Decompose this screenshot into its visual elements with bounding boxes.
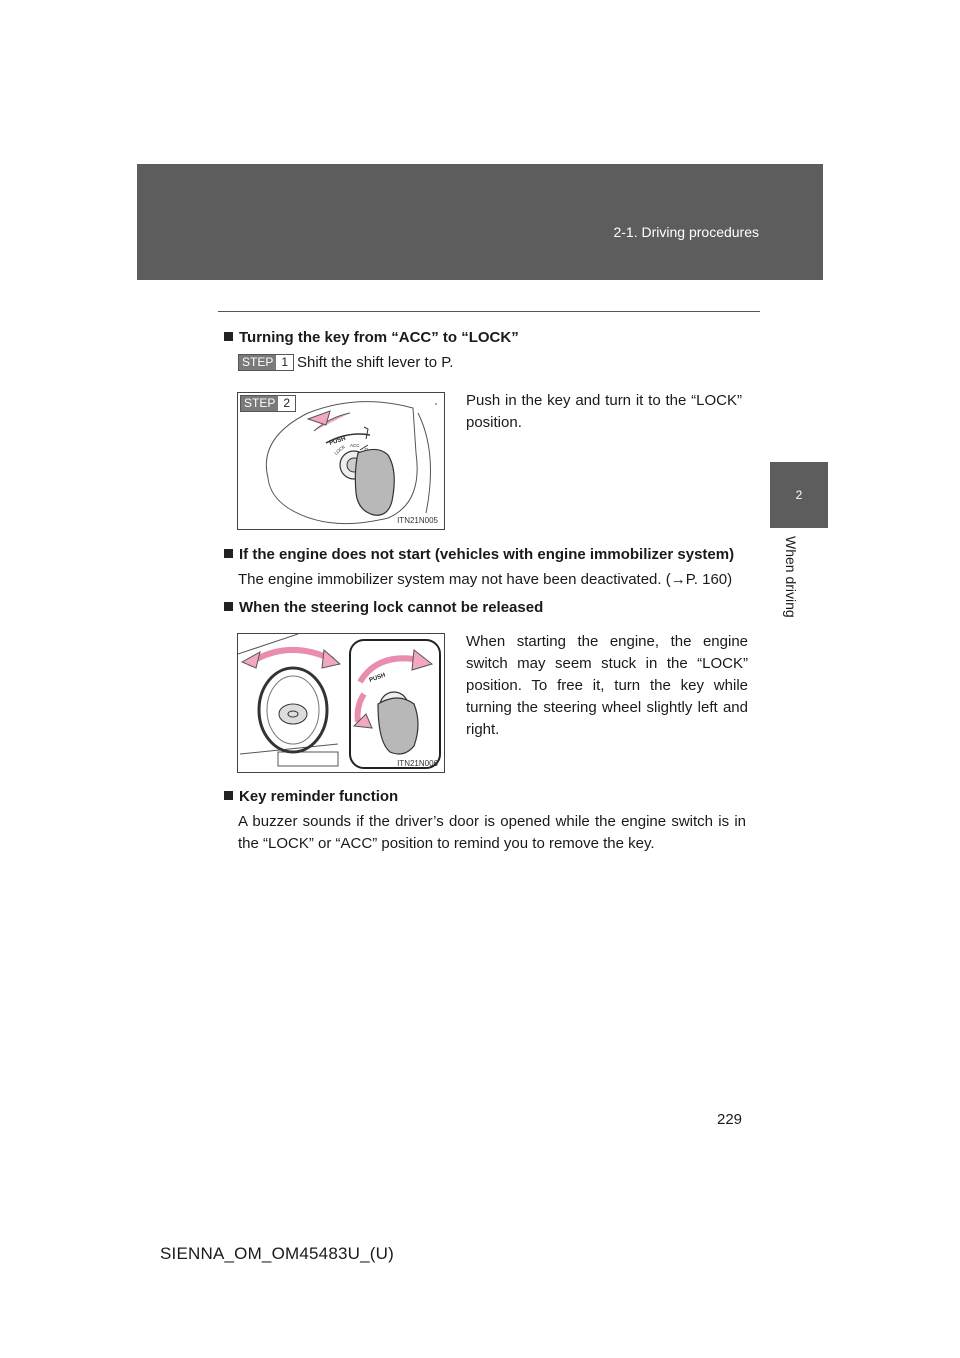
top-rule xyxy=(218,311,760,312)
step-1-badge: STEP 1 xyxy=(238,354,294,371)
steering-lock-text: When starting the engine, the engine switch may seem stuck in the “LOCK” position. To free it, turn the key while turning the steering wheel slightly left and right. xyxy=(466,633,748,738)
figure-code: ITN21N005 xyxy=(397,516,438,525)
svg-text:ACC: ACC xyxy=(350,443,360,448)
document-code: SIENNA_OM_OM45483U_(U) xyxy=(160,1244,394,1263)
figure-code: ITN21N006 xyxy=(397,759,438,768)
svg-text:LOCK: LOCK xyxy=(333,444,347,456)
bullet-square-icon xyxy=(224,549,233,558)
chapter-number: 2 xyxy=(795,488,803,502)
heading-steering-lock: When the steering lock cannot be released xyxy=(224,599,543,616)
chapter-tab xyxy=(770,462,828,528)
step-2-text: Push in the key and turn it to the “LOCK” position. xyxy=(466,392,742,431)
key-cylinder-illustration xyxy=(238,393,444,529)
svg-text:PUSH: PUSH xyxy=(328,436,347,447)
figure-key-lock xyxy=(237,392,445,530)
section-title: 2-1. Driving procedures xyxy=(613,224,759,240)
heading-turning-key: Turning the key from “ACC” to “LOCK” xyxy=(224,329,519,346)
svg-text:PUSH: PUSH xyxy=(368,672,387,684)
step-2-badge: STEP 2 xyxy=(240,395,296,412)
step-1-text: Shift the shift lever to P. xyxy=(297,354,454,371)
bullet-square-icon xyxy=(224,791,233,800)
chapter-label: When driving xyxy=(783,536,799,618)
figure-steering-wheel xyxy=(237,633,445,773)
bullet-square-icon xyxy=(224,332,233,341)
heading-key-reminder: Key reminder function xyxy=(224,788,398,805)
steering-illustration xyxy=(238,634,444,772)
key-reminder-text: A buzzer sounds if the driver’s door is opened while the engine switch is in the “LOCK” or “ACC” position to remind you to remove the key. xyxy=(238,813,746,852)
heading-engine-not-start: If the engine does not start (vehicles with engine immobilizer system) xyxy=(224,546,734,563)
page-number: 229 xyxy=(717,1111,743,1128)
header-bar xyxy=(137,164,823,280)
immobilizer-text: The engine immobilizer system may not have been deactivated. (→P. 160) xyxy=(238,571,733,588)
bullet-square-icon xyxy=(224,602,233,611)
